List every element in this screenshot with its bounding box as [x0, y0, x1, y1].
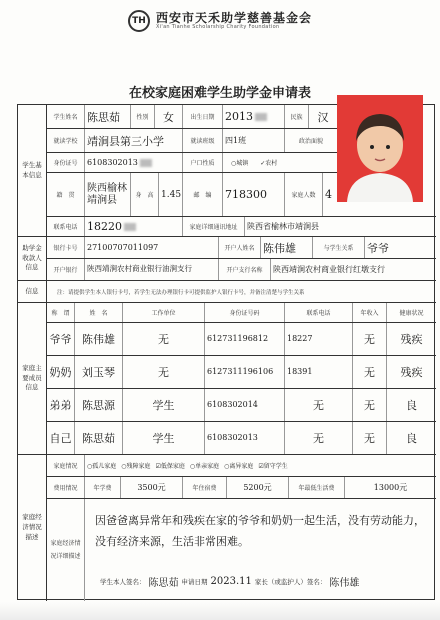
checkbox-low-income[interactable]: ☑低保家庭 — [155, 463, 185, 470]
member-phone: 18227 — [285, 323, 353, 355]
name-label: 学生姓名 — [47, 105, 85, 128]
branch-label: 开户银行 — [47, 259, 85, 280]
member-name: 陈思源 — [75, 389, 123, 421]
member-health: 良 — [406, 432, 417, 445]
home-addr-label: 家庭详细通讯地址 — [183, 217, 245, 236]
checkbox-orphan[interactable]: ○孤儿家庭 — [87, 463, 117, 470]
id-value: 6108302013 — [87, 157, 138, 167]
fees-label: 费用情况 — [47, 477, 85, 498]
home-addr-value[interactable]: 陕西省榆林市靖涧县 — [247, 221, 319, 231]
group-economy: 家庭经济情况描述 — [18, 455, 47, 601]
member-health: 良 — [406, 399, 417, 412]
foundation-header — [0, 4, 440, 38]
row-situation — [47, 455, 436, 477]
checkbox-single-parent[interactable]: ○单亲家庭 — [189, 463, 220, 470]
ethnicity-value[interactable]: 汉 — [317, 110, 329, 124]
group-note: 信息 — [18, 281, 47, 303]
card-value[interactable]: 27100707011097 — [85, 237, 219, 258]
grade-label: 就读班级 — [183, 129, 223, 152]
tuition-label: 年学费 — [85, 477, 121, 498]
desc-value[interactable]: 因爸爸离异常年和残疾在家的爷爷和奶奶一起生活，没有劳动能力，没有经济来源，生活非常困难。 — [95, 514, 425, 548]
id-label: 身份证号 — [47, 153, 85, 172]
grade-value[interactable]: 四1班 — [223, 129, 285, 152]
living-label: 年住宿费 — [183, 477, 227, 498]
table-row — [47, 389, 436, 422]
group-bank-info: 助学金收款人信息 — [18, 237, 47, 281]
phone-label: 联系电话 — [47, 217, 85, 236]
member-work: 学生 — [123, 389, 205, 421]
living-value[interactable]: 5200元 — [227, 477, 289, 498]
family-col-relation: 称 谓 — [47, 303, 75, 322]
dob-field[interactable] — [223, 105, 285, 128]
phone-value: 18220 — [87, 220, 122, 233]
child-portrait-icon — [337, 95, 423, 202]
redaction — [140, 159, 152, 167]
redaction — [124, 223, 136, 231]
postal-value[interactable]: 718300 — [223, 173, 285, 216]
student-signature[interactable]: 陈思茹 — [148, 578, 179, 589]
page-shadow — [0, 602, 440, 620]
row-bank-card — [47, 237, 436, 259]
relation-value[interactable]: 爷爷 — [367, 241, 389, 255]
member-id: 6108302014 — [205, 389, 285, 421]
hukou-options — [223, 153, 337, 172]
id-field[interactable] — [85, 153, 183, 172]
dob-label: 出生日期 — [183, 105, 223, 128]
address-value[interactable]: 陕西榆林靖涧县 — [85, 173, 131, 216]
relation-label: 与学生关系 — [313, 237, 365, 258]
member-work: 无 — [123, 323, 205, 355]
expense-label: 年最低生活费 — [289, 477, 345, 498]
postal-label: 邮 编 — [183, 173, 223, 216]
hukou-urban-radio[interactable]: ○城镇 — [231, 160, 249, 167]
group-student-info: 学生基本信息 — [18, 105, 47, 237]
desc-label: 家庭经济情况详细描述 — [47, 499, 85, 601]
member-health: 残疾 — [400, 333, 423, 346]
signature-line — [100, 574, 359, 589]
bank-note: 注：请提供学生本人银行卡号，若学生无法办理银行卡可提供监护人银行卡号，并备注清楚与学生关系 — [57, 289, 305, 296]
ethnicity-label: 民族 — [285, 105, 309, 128]
member-work: 无 — [123, 356, 205, 388]
checkbox-disabled[interactable]: ○残障家庭 — [121, 463, 151, 470]
height-label: 身 高 — [131, 173, 159, 216]
date-label: 申请日期 — [181, 578, 208, 586]
member-id: 6127311196106 — [205, 356, 285, 388]
phone-field[interactable] — [85, 217, 183, 236]
member-relation: 奶奶 — [47, 356, 75, 388]
table-row — [47, 323, 436, 356]
family-col-health: 健康状况 — [399, 310, 424, 317]
member-relation: 弟弟 — [47, 389, 75, 421]
gender-value[interactable]: 女 — [155, 105, 183, 128]
situation-label: 家庭情况 — [47, 455, 85, 476]
row-school — [47, 129, 337, 153]
hukou-label: 户口性质 — [183, 153, 223, 172]
form-title: 在校家庭困难学生助学金申请表 — [128, 86, 311, 101]
member-income: 无 — [353, 323, 387, 355]
row-fees — [47, 477, 436, 499]
parent-signature[interactable]: 陈伟雄 — [329, 578, 360, 589]
date-value[interactable]: 2023.11 — [210, 576, 252, 587]
member-income: 无 — [353, 389, 387, 421]
table-row — [47, 422, 436, 455]
member-id: 6108302013 — [205, 422, 285, 454]
family-col-id: 身份证号码 — [205, 303, 285, 322]
member-relation: 自己 — [47, 422, 75, 454]
address-label: 籍 贯 — [47, 173, 85, 216]
dob-value: 2013 — [225, 110, 253, 123]
parent-sig-label: 家长（或监护人）签名： — [254, 578, 327, 586]
expense-value[interactable]: 13000元 — [373, 482, 408, 492]
branch-name-label: 开户支行名称 — [219, 259, 271, 280]
politics-label: 政治面貌 — [298, 138, 323, 145]
table-row — [47, 356, 436, 389]
member-work: 学生 — [123, 422, 205, 454]
family-count-label: 家庭人数 — [285, 173, 323, 216]
hukou-rural-radio[interactable]: ✓农村 — [260, 160, 278, 167]
member-phone: 无 — [285, 389, 353, 421]
member-income: 无 — [353, 356, 387, 388]
branch-name-value[interactable]: 陕西靖涧农村商业银行红墩支行 — [273, 264, 385, 274]
holder-value[interactable]: 陈伟雄 — [261, 237, 313, 258]
row-name — [47, 105, 337, 129]
family-count-value[interactable]: 4 — [325, 188, 332, 201]
name-value[interactable]: 陈思茹 — [85, 105, 131, 128]
family-col-name: 姓 名 — [75, 303, 123, 322]
family-header-row — [47, 303, 436, 323]
member-relation: 爷爷 — [47, 323, 75, 355]
row-id — [47, 153, 337, 173]
card-label: 银行卡号 — [47, 237, 85, 258]
height-value[interactable]: 1.45 — [159, 173, 183, 216]
row-note — [47, 281, 436, 303]
row-phone — [47, 217, 436, 237]
member-name: 陈思茹 — [75, 422, 123, 454]
member-name: 刘玉琴 — [75, 356, 123, 388]
branch-value[interactable]: 陕西靖涧农村商业银行油涧支行 — [85, 259, 219, 280]
school-value[interactable]: 靖涧县第三小学 — [85, 129, 183, 152]
student-photo — [337, 95, 423, 202]
member-name: 陈伟雄 — [75, 323, 123, 355]
org-name: 西安市天禾助学慈善基金会 — [155, 10, 312, 25]
redaction — [255, 113, 267, 121]
tuition-value[interactable]: 3500元 — [121, 477, 183, 498]
family-col-phone: 联系电话 — [285, 303, 353, 322]
family-col-work: 工作单位 — [123, 303, 205, 322]
checkbox-divorced[interactable]: ○离异家庭 — [224, 463, 254, 470]
student-sig-label: 学生本人签名： — [100, 578, 146, 586]
holder-label: 开户人姓名 — [219, 237, 261, 258]
gender-label: 性别 — [131, 105, 155, 128]
group-family-members: 家庭主要成员信息 — [18, 303, 47, 455]
family-col-income: 年收入 — [353, 303, 387, 322]
member-health: 残疾 — [400, 366, 423, 379]
row-bank-branch — [47, 259, 436, 281]
member-income: 无 — [353, 422, 387, 454]
member-phone: 无 — [285, 422, 353, 454]
foundation-logo-icon: TH — [128, 10, 150, 32]
school-label: 就读学校 — [47, 129, 85, 152]
member-phone: 18391 — [285, 356, 353, 388]
org-name-en: Xi'an Tianhe Scholarship Charity Foundation — [155, 23, 280, 30]
checkbox-left-behind[interactable]: ☑留守学生 — [258, 463, 288, 470]
situation-options — [85, 455, 436, 476]
member-id: 612731196812 — [205, 323, 285, 355]
